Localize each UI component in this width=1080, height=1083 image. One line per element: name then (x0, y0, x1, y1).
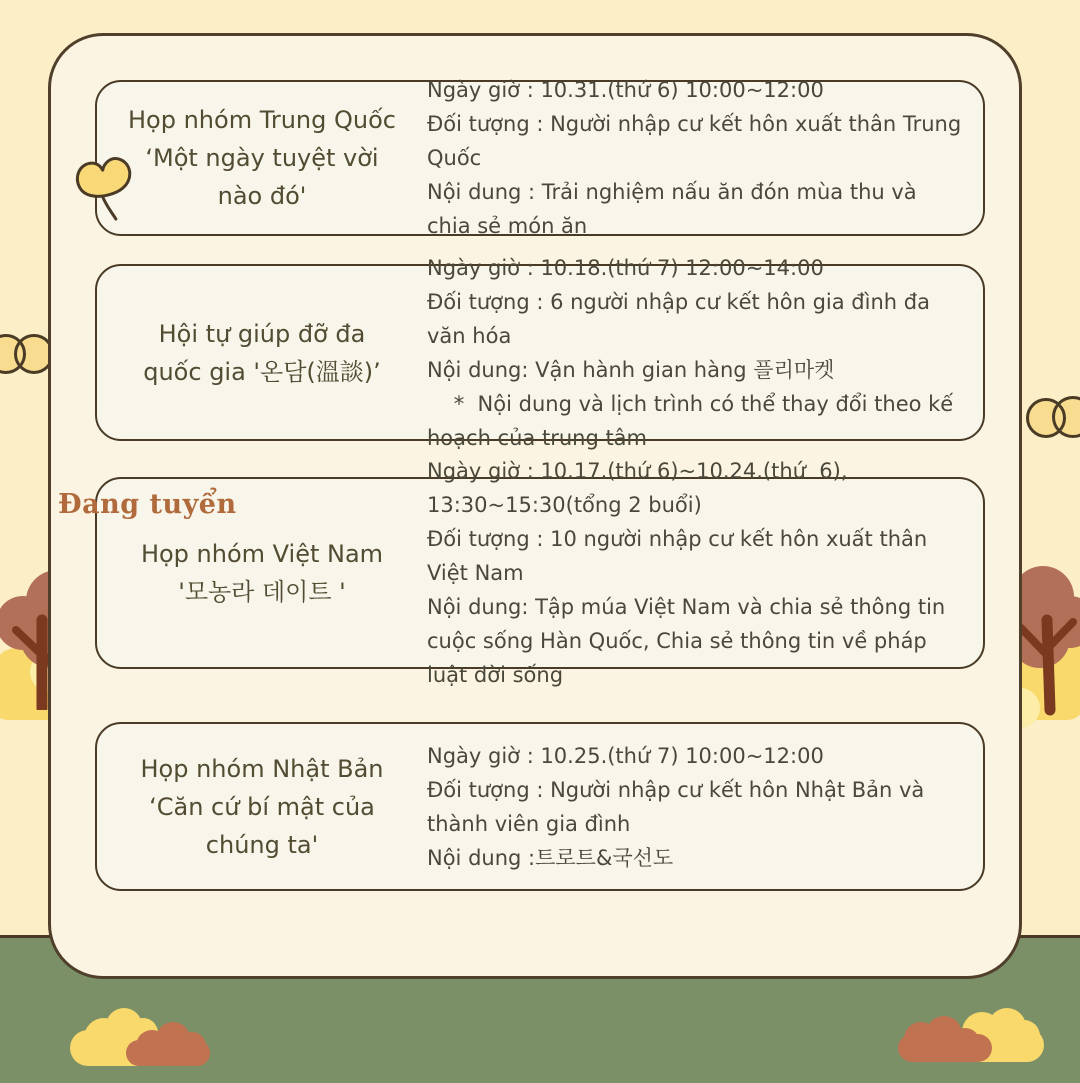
detail-target: Đối tượng : 6 người nhập cư kết hôn gia đình đa văn hóa (427, 289, 937, 348)
detail-target: Đối tượng : Người nhập cư kết hôn xuất thân Trung Quốc (427, 112, 968, 170)
detail-note: * Nội dung và lịch trình có thể thay đổi theo kế hoạch của trung tâm (427, 391, 960, 450)
session-box-multinational (95, 255, 985, 450)
title-line: nào đó' (217, 182, 307, 210)
ginkgo-leaf-icon (68, 149, 142, 235)
title-line: chúng ta' (205, 830, 319, 859)
detail-content: Nội dung: Tập múa Việt Nam và chia sẻ thông tin cuộc sống Hàn Quốc, Chia sẻ thông tin về pháp luật đời sống (427, 595, 952, 687)
title-line: '모농라 데이트 ' (178, 578, 346, 606)
detail-date: Ngày giờ : 10.17.(thứ 6)~10.24.(thứ 6), 13:30~15:30(tổng 2 buổi) (427, 459, 855, 517)
detail-target: Đối tượng : Người nhập cư kết hôn Nhật Bản và thành viên gia đình (427, 777, 931, 836)
title-line: Họp nhóm Trung Quốc (128, 106, 396, 134)
session-title-japan (97, 750, 427, 864)
detail-date: Ngày giờ : 10.25.(thứ 7) 10:00~12:00 (427, 743, 824, 768)
session-title-multinational (97, 315, 427, 391)
detail-date: Ngày giờ : 10.31.(thứ 6) 10:00~12:00 (427, 78, 824, 102)
detail-content: Nội dung: Vận hành gian hàng 플리마켓 (427, 357, 835, 382)
session-details-multinational (427, 243, 983, 463)
status-badge-recruiting: Đang tuyển (58, 489, 237, 520)
detail-target: Đối tượng : 10 người nhập cư kết hôn xuất thân Việt Nam (427, 527, 934, 585)
session-box-japan (95, 722, 985, 891)
session-details-japan (427, 731, 983, 883)
title-line: Hội tự giúp đỡ đa (158, 319, 366, 348)
session-details-vietnam (427, 446, 983, 700)
title-line: Họp nhóm Nhật Bản (140, 754, 384, 783)
title-line: ‘Một ngày tuyệt vời (145, 144, 379, 172)
session-box-china (95, 80, 985, 236)
title-line: quốc gia '온담(溫談)’ (143, 357, 381, 386)
session-title-vietnam (97, 535, 427, 611)
detail-content: Nội dung :트로트&국선도 (427, 845, 674, 870)
title-line: Họp nhóm Việt Nam (140, 540, 384, 568)
session-title-china (97, 101, 427, 215)
title-line: ‘Căn cứ bí mật của (149, 792, 375, 821)
detail-date: Ngày giờ : 10.18.(thứ 7) 12:00~14:00 (427, 255, 824, 280)
detail-content: Nội dung : Trải nghiệm nấu ăn đón mùa thu và chia sẻ món ăn (427, 180, 924, 238)
session-details-china (427, 65, 983, 251)
